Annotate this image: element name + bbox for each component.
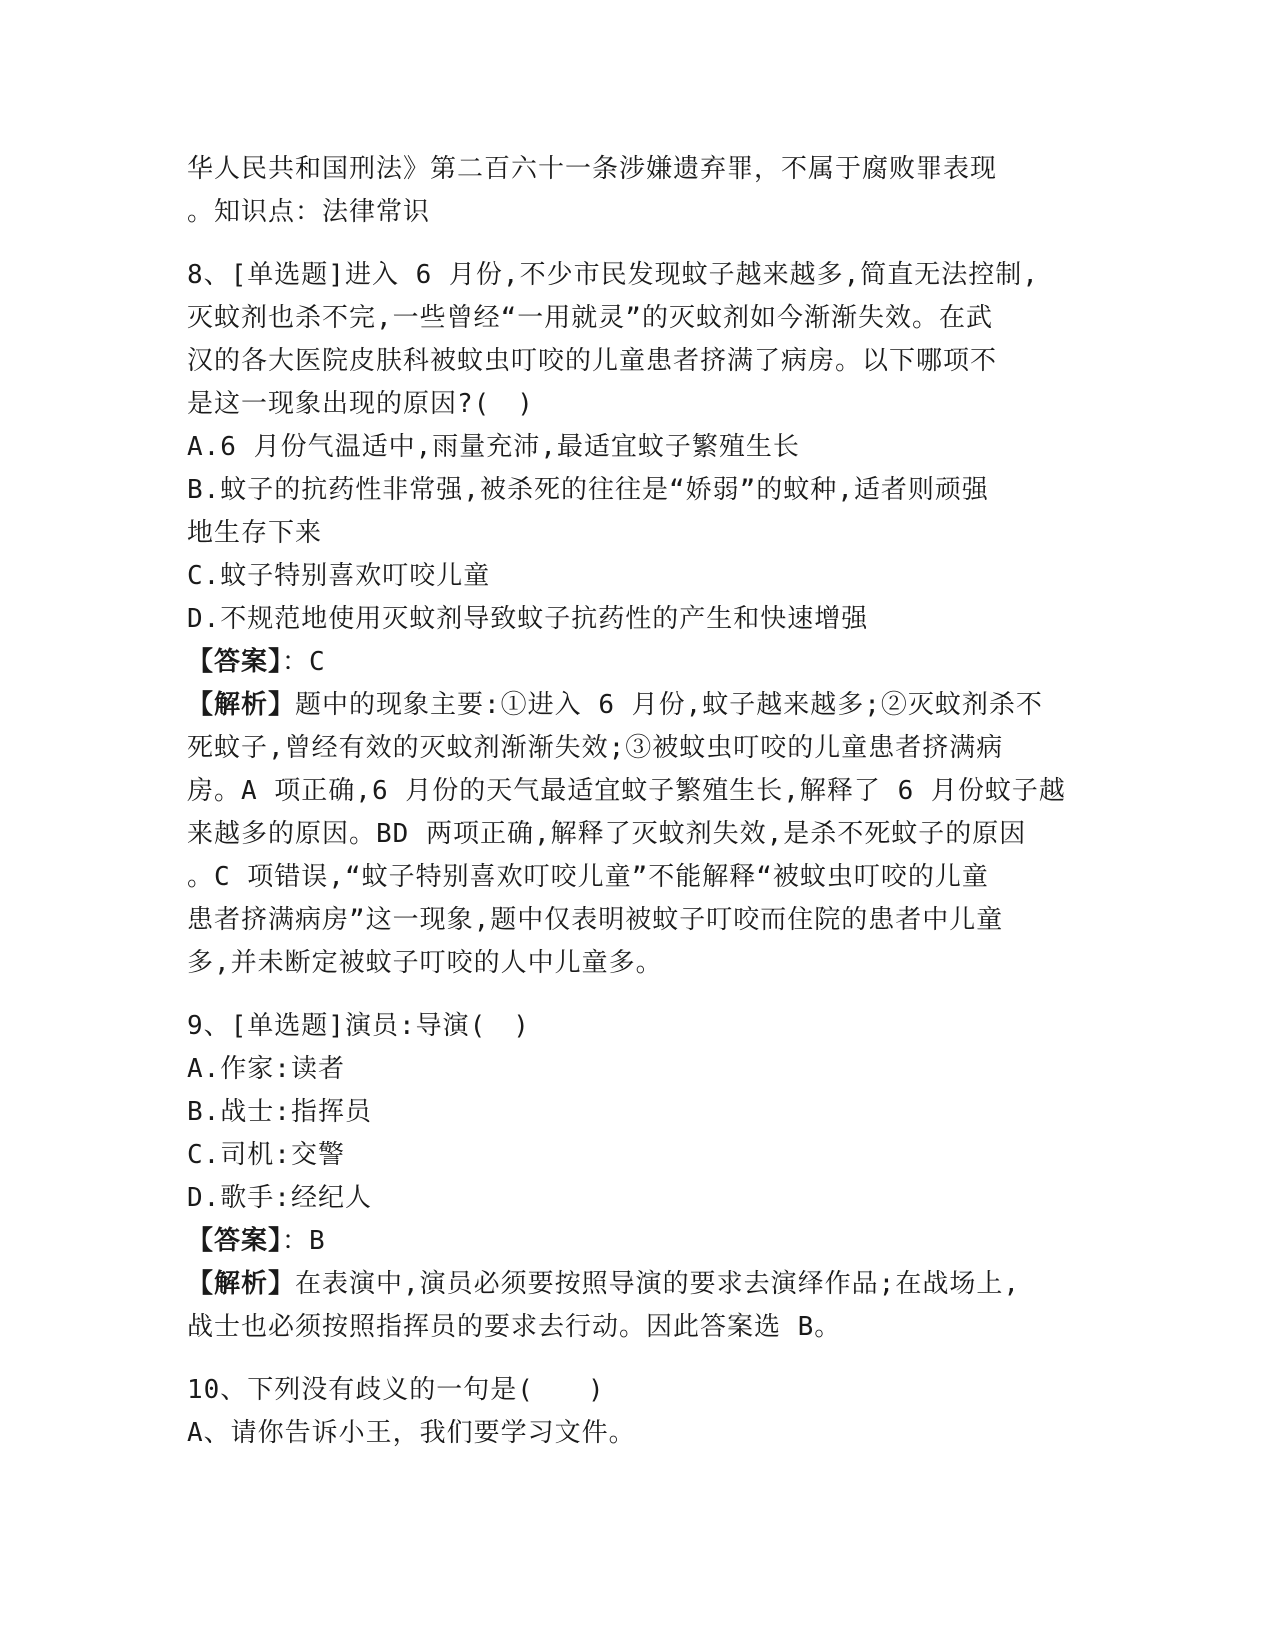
q8-analysis-line-1 (187, 684, 1087, 727)
q8-stem-line-2: 灭蚊剂也杀不完,一些曾经“一用就灵”的灭蚊剂如今渐渐失效。在武 (187, 303, 993, 333)
question-10 (187, 1369, 1087, 1455)
q9-option-a: A.作家:读者 (187, 1054, 345, 1084)
question-8 (187, 254, 1087, 985)
previous-question-tail (187, 148, 1087, 234)
q9-analysis-line-2: 战士也必须按照指挥员的要求去行动。因此答案选 B。 (187, 1312, 842, 1342)
q9-analysis-text-1: 在表演中,演员必须要按照导演的要求去演绎作品;在战场上, (295, 1269, 1020, 1299)
q8-stem-line-4: 是这一现象出现的原因?( ) (187, 389, 534, 419)
q8-analysis-line-2: 死蚊子,曾经有效的灭蚊剂渐渐失效;③被蚊虫叮咬的儿童患者挤满病 (187, 733, 1004, 763)
q9-option-d: D.歌手:经纪人 (187, 1183, 372, 1213)
q8-answer (187, 641, 1087, 684)
q9-option-b: B.战士:指挥员 (187, 1097, 372, 1127)
q8-answer-label: 【答案】 (187, 647, 283, 677)
q9-stem: 9、[单选题]演员:导演( ) (187, 1011, 530, 1041)
q8-option-a: A.6 月份气温适中,雨量充沛,最适宜蚊子繁殖生长 (187, 432, 800, 462)
q8-option-b-line-2: 地生存下来 (187, 518, 323, 548)
q8-analysis-line-4: 来越多的原因。BD 两项正确,解释了灭蚊剂失效,是杀不死蚊子的原因 (187, 819, 1027, 849)
q8-answer-value: ：C (282, 647, 326, 677)
q8-stem-line-3: 汉的各大医院皮肤科被蚊虫叮咬的儿童患者挤满了病房。以下哪项不 (187, 346, 998, 376)
q8-analysis-line-7: 多,并未断定被蚊子叮咬的人中儿童多。 (187, 948, 663, 978)
q10-option-a: A、请你告诉小王，我们要学习文件。 (187, 1418, 636, 1448)
q8-analysis-line-6: 患者挤满病房”这一现象,题中仅表明被蚊子叮咬而住院的患者中儿童 (187, 905, 1004, 935)
document-content (187, 148, 1087, 1455)
q9-option-c: C.司机:交警 (187, 1140, 345, 1170)
question-9 (187, 1005, 1087, 1349)
q9-answer (187, 1220, 1087, 1263)
q9-answer-value: ：B (282, 1226, 326, 1256)
q8-stem-line-1: 8、[单选题]进入 6 月份,不少市民发现蚊子越来越多,简直无法控制, (187, 260, 1039, 290)
q8-analysis-line-3: 房。A 项正确,6 月份的天气最适宜蚊子繁殖生长,解释了 6 月份蚊子越 (187, 776, 1066, 806)
q8-option-d: D.不规范地使用灭蚊剂导致蚊子抗药性的产生和快速增强 (187, 604, 869, 634)
q10-stem: 10、下列没有歧义的一句是( ) (187, 1375, 605, 1405)
q8-analysis-text-1: 题中的现象主要:①进入 6 月份,蚊子越来越多;②灭蚊剂杀不 (295, 690, 1043, 720)
q8-analysis-label: 【解析】 (187, 690, 296, 720)
q8-option-b-line-1: B.蚊子的抗药性非常强,被杀死的往往是“娇弱”的蚊种,适者则顽强 (187, 475, 989, 505)
q9-analysis-line-1 (187, 1263, 1087, 1306)
q9-answer-label: 【答案】 (187, 1226, 283, 1256)
q8-option-c: C.蚊子特别喜欢叮咬儿童 (187, 561, 491, 591)
q9-analysis-label: 【解析】 (187, 1269, 296, 1299)
q8-analysis-line-5: 。C 项错误,“蚊子特别喜欢叮咬儿童”不能解释“被蚊虫叮咬的儿童 (187, 862, 989, 892)
analysis-continuation: 华人民共和国刑法》第二百六十一条涉嫌遗弃罪，不属于腐败罪表现 (187, 154, 998, 184)
knowledge-point: 。知识点：法律常识 (187, 197, 431, 227)
